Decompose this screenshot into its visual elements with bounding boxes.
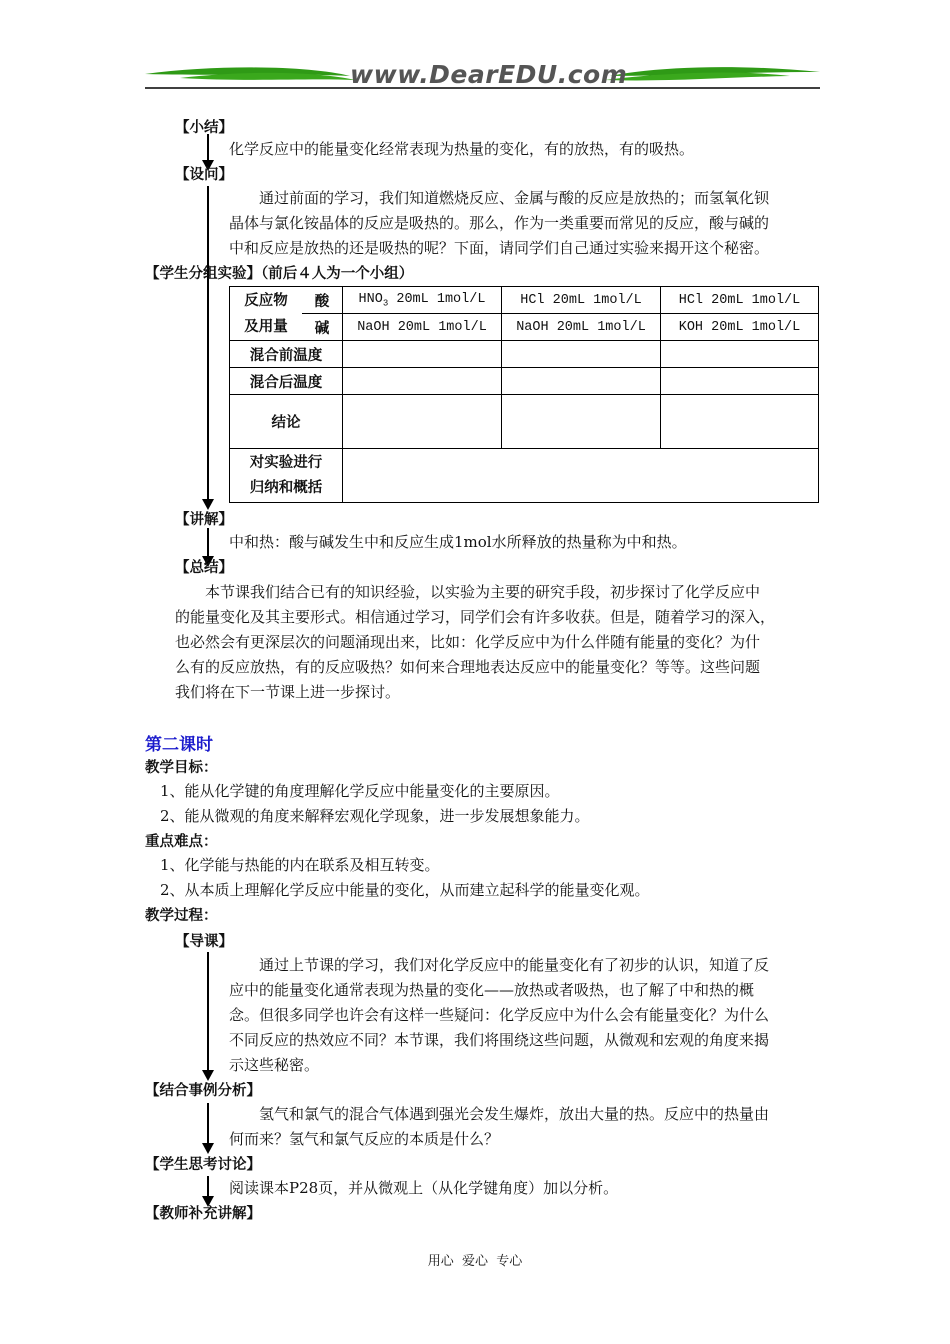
acid-label: 酸 bbox=[302, 287, 343, 314]
conclusion-line: 的能量变化及其主要形式。相信通过学习，同学们会有许多收获。但是，随着学习的深入， bbox=[175, 608, 776, 626]
flow-line bbox=[207, 186, 209, 501]
summary-heading: 【小结】 bbox=[175, 120, 233, 136]
row-label-after: 混合后温度 bbox=[230, 368, 343, 395]
acid-formula-subscript: 3 bbox=[382, 298, 389, 309]
flow-line bbox=[207, 528, 209, 558]
empty-cell bbox=[343, 395, 502, 449]
conclusion-heading: 【总结】 bbox=[175, 560, 233, 576]
acid-amount: 20mL 1mol/L bbox=[388, 291, 486, 307]
acid-cell-1 bbox=[343, 287, 502, 314]
site-logo[interactable]: www.DearEDU.com bbox=[350, 60, 628, 89]
reactants-label: 及用量 bbox=[244, 318, 288, 335]
case-heading: 【结合事例分析】 bbox=[145, 1083, 261, 1099]
empty-cell bbox=[502, 368, 661, 395]
flow-line bbox=[207, 952, 209, 1072]
teacher-heading: 【教师补充讲解】 bbox=[145, 1206, 261, 1222]
base-cell-3: KOH 20mL 1mol/L bbox=[661, 314, 819, 341]
case-line: 何而来？氢气和氯气反应的本质是什么？ bbox=[229, 1130, 500, 1148]
row-label-conclusion: 结论 bbox=[230, 395, 343, 449]
goals-heading: 教学目标： bbox=[145, 760, 218, 776]
think-text: 阅读课本P28页，并从微观上（从化学键角度）加以分析。 bbox=[229, 1179, 619, 1197]
summary-row-label: 归纳和概括 bbox=[249, 479, 323, 496]
process-heading: 教学过程： bbox=[145, 908, 218, 924]
acid-cell-3: HCl 20mL 1mol/L bbox=[661, 287, 819, 314]
goal-item: 1、能从化学键的角度理解化学反应中能量变化的主要原因。 bbox=[160, 782, 560, 800]
question-line: 中和反应是放热的还是吸热的呢？下面，请同学们自己通过实验来揭开这个秘密。 bbox=[229, 239, 770, 257]
reactants-label: 反应物 bbox=[244, 292, 288, 309]
empty-cell bbox=[343, 341, 502, 368]
case-line: 氢气和氯气的混合气体遇到强光会发生爆炸，放出大量的热。反应中的热量由 bbox=[259, 1105, 770, 1123]
acid-formula: HNO bbox=[358, 291, 383, 307]
intro-line: 念。但很多同学也许会有这样一些疑问：化学反应中为什么会有能量变化？为什么 bbox=[229, 1006, 770, 1024]
key-point-item: 1、化学能与热能的内在联系及相互转变。 bbox=[160, 856, 440, 874]
row-label-summary bbox=[230, 449, 343, 503]
experiment-table bbox=[229, 286, 819, 503]
question-heading: 【设问】 bbox=[175, 167, 233, 183]
conclusion-line: 本节课我们结合已有的知识经验，以实验为主要的研究手段，初步探讨了化学反应中 bbox=[205, 583, 761, 601]
explain-heading: 【讲解】 bbox=[175, 512, 233, 528]
summary-text: 化学反应中的能量变化经常表现为热量的变化，有的放热，有的吸热。 bbox=[229, 140, 695, 158]
conclusion-line: 我们将在下一节课上进一步探讨。 bbox=[175, 683, 401, 701]
think-heading: 【学生思考讨论】 bbox=[145, 1157, 261, 1173]
base-cell-2: NaOH 20mL 1mol/L bbox=[502, 314, 661, 341]
base-label: 碱 bbox=[302, 314, 343, 341]
flow-line bbox=[207, 134, 209, 162]
empty-cell bbox=[343, 368, 502, 395]
section-title: 第二课时 bbox=[145, 735, 213, 755]
intro-line: 示这些秘密。 bbox=[229, 1056, 320, 1074]
key-point-item: 2、从本质上理解化学反应中能量的变化，从而建立起科学的能量变化观。 bbox=[160, 881, 650, 899]
base-cell-1: NaOH 20mL 1mol/L bbox=[343, 314, 502, 341]
question-line: 通过前面的学习，我们知道燃烧反应、金属与酸的反应是放热的；而氢氧化钡 bbox=[259, 189, 770, 207]
empty-cell bbox=[502, 395, 661, 449]
empty-cell bbox=[343, 449, 819, 503]
intro-heading: 【导课】 bbox=[175, 934, 233, 950]
explain-text: 中和热：酸与碱发生中和反应生成1mol水所释放的热量称为中和热。 bbox=[229, 533, 687, 551]
empty-cell bbox=[661, 341, 819, 368]
conclusion-line: 么有的反应放热，有的反应吸热？如何来合理地表达反应中的能量变化？等等。这些问题 bbox=[175, 658, 761, 676]
key-points-heading: 重点难点： bbox=[145, 834, 218, 850]
conclusion-line: 也必然会有更深层次的问题涌现出来，比如：化学反应中为什么伴随有能量的变化？为什 bbox=[175, 633, 761, 651]
empty-cell bbox=[502, 341, 661, 368]
summary-row-label: 对实验进行 bbox=[249, 454, 323, 471]
row-label-before: 混合前温度 bbox=[230, 341, 343, 368]
intro-line: 应中的能量变化通常表现为热量的变化——放热或者吸热，也了解了中和热的概 bbox=[229, 981, 755, 999]
flow-line bbox=[207, 1103, 209, 1145]
intro-line: 不同反应的热效应不同？本节课，我们将围绕这些问题，从微观和宏观的角度来揭 bbox=[229, 1031, 770, 1049]
empty-cell bbox=[661, 395, 819, 449]
empty-cell bbox=[661, 368, 819, 395]
intro-line: 通过上节课的学习，我们对化学反应中的能量变化有了初步的认识，知道了反 bbox=[259, 956, 770, 974]
experiment-heading: 【学生分组实验】（前后４人为一个小组） bbox=[145, 266, 414, 282]
acid-cell-2: HCl 20mL 1mol/L bbox=[502, 287, 661, 314]
page-footer: 用心 爱心 专心 bbox=[427, 1254, 523, 1269]
reactants-cell bbox=[230, 287, 303, 341]
flow-line bbox=[207, 1176, 209, 1198]
goal-item: 2、能从微观的角度来解释宏观化学现象，进一步发展想象能力。 bbox=[160, 807, 590, 825]
question-line: 晶体与氯化铵晶体的反应是吸热的。那么，作为一类重要而常见的反应，酸与碱的 bbox=[229, 214, 770, 232]
